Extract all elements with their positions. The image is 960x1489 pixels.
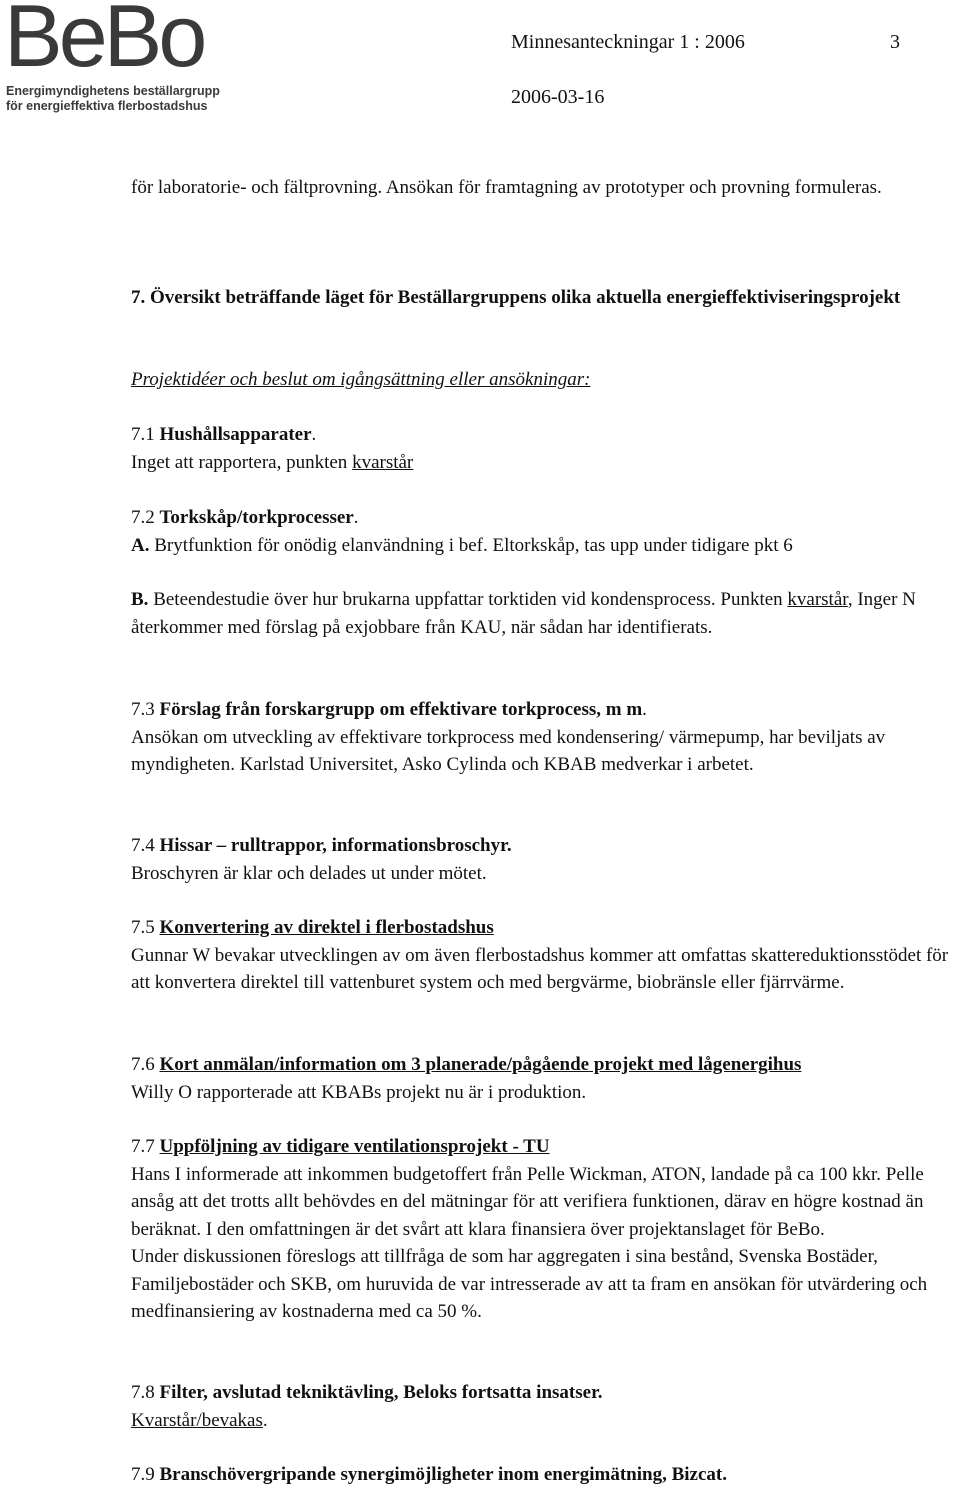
punctuation: .	[353, 507, 359, 528]
item-number: 7.8	[131, 1382, 160, 1403]
item-number: 7.7	[131, 1136, 160, 1157]
item-title: Kort anmälan/information om 3 planerade/pågående projekt med lågenergihus	[159, 1054, 802, 1075]
header-title: Minnesanteckningar 1 : 2006	[511, 31, 745, 53]
subitem-b-text-cont: , Inger N återkommer med förslag på exjobbare från KAU, när sådan har identifierats.	[131, 589, 916, 638]
item-title: Uppföljning av tidigare ventilationsprojekt - TU	[159, 1136, 550, 1157]
item-title: Konvertering av direktel i flerbostadshus	[159, 917, 494, 938]
section-7-1	[131, 421, 960, 476]
item-title: Branschövergripande synergimöjligheter inom energimätning, Bizcat.	[159, 1464, 727, 1485]
header-date: 2006-03-16	[511, 86, 605, 108]
section-7-6	[131, 1051, 960, 1106]
subitem-a-label: A.	[131, 534, 150, 556]
kvarstar-link: kvarstår	[352, 451, 414, 473]
item-title: Torkskåp/torkprocesser	[159, 507, 354, 528]
item-number: 7.3	[131, 699, 160, 720]
item-text: Broschyren är klar och delades ut under mötet.	[131, 862, 487, 884]
item-text: Willy O rapporterade att KBABs projekt nu är i produktion.	[131, 1081, 587, 1103]
subitem-b-label: B.	[131, 589, 149, 610]
item-number: 7.6	[131, 1054, 160, 1075]
item-text: Gunnar W bevakar utvecklingen av om även flerbostadshus kommer att omfattas skattereduktionsstödet för att konvertera direktel till vattenburet system och med bergvärme, biobränsle eller fjärrvärme.	[131, 944, 949, 993]
kvarstar-link: kvarstår	[787, 589, 848, 610]
item-number: 7.9	[131, 1464, 160, 1485]
logo-tagline-2: för energieffektiva flerbostadshus	[6, 99, 208, 113]
section-7-subheading: Projektidéer och beslut om igångsättning eller ansökningar:	[131, 369, 591, 390]
item-number: 7.2	[131, 507, 160, 528]
section-7-5	[131, 914, 960, 997]
item-text-cont: Under diskussionen föreslogs att tillfråga de som har aggregaten i sina bestånd, Svenska Bostäder, Familjebostäder och SKB, om huruvida de var intresserade av att ta fram en ansökan för utvärdering och medfinansiering av kostnaderna med ca 50 %.	[131, 1246, 928, 1322]
item-text: Hans I informerade att inkommen budgetoffert från Pelle Wickman, ATON, landade på ca 100 kkr. Pelle ansåg att det trotts allt behövdes en del mätningar för att verifiera funktionen, därav en högre kostnad än beräknat. I den omfattningen är det svårt att klara finansiera över projektanslaget för BeBo.	[131, 1163, 924, 1240]
subitem-b-text: Beteendestudie över hur brukarna uppfattar torktiden vid kondensprocess. Punkten	[148, 589, 788, 610]
section-7-2	[131, 504, 960, 559]
item-title: Hissar – rulltrappor, informationsbroschyr.	[159, 835, 512, 856]
section-7-9	[131, 1461, 960, 1489]
logo-wordmark: BeBo	[4, 0, 204, 85]
item-text: Inget att rapportera, punkten	[131, 451, 353, 473]
section-7-8	[131, 1379, 960, 1434]
item-title: Hushållsapparater	[159, 424, 312, 445]
punctuation: .	[642, 699, 647, 720]
item-number: 7.1	[131, 424, 160, 445]
bebo-logo	[4, 0, 220, 114]
kvarstar-link: Kvarstår/bevakas	[131, 1409, 263, 1431]
subitem-a-text: Brytfunktion för onödig elanvändning i bef. Eltorkskåp, tas upp under tidigare pkt 6	[149, 534, 793, 556]
logo-tagline-1: Energimyndighetens beställargrupp	[6, 84, 220, 98]
section-7-4	[131, 832, 960, 887]
intro-paragraph: för laboratorie- och fältprovning. Ansökan för framtagning av prototyper och provning formuleras.	[131, 177, 882, 198]
item-number: 7.4	[131, 835, 160, 856]
section-7-2-b	[131, 586, 960, 641]
item-number: 7.5	[131, 917, 160, 938]
section-7-heading: 7. Översikt beträffande läget för Beställargruppens olika aktuella energieffektiviseringsprojekt	[131, 287, 901, 308]
item-title: Filter, avslutad tekniktävling, Beloks fortsatta insatser.	[159, 1382, 603, 1403]
page-number: 3	[890, 31, 900, 53]
punctuation: .	[262, 1409, 268, 1431]
section-7-3	[131, 696, 960, 779]
punctuation: .	[311, 424, 317, 445]
item-title: Förslag från forskargrupp om effektivare torkprocess, m m	[159, 699, 643, 720]
item-text: Ansökan om utveckling av effektivare torkprocess med kondensering/ värmepump, har beviljats av myndigheten. Karlstad Universitet, Asko Cylinda och KBAB medverkar i arbetet.	[131, 726, 886, 775]
section-7-7	[131, 1133, 960, 1326]
